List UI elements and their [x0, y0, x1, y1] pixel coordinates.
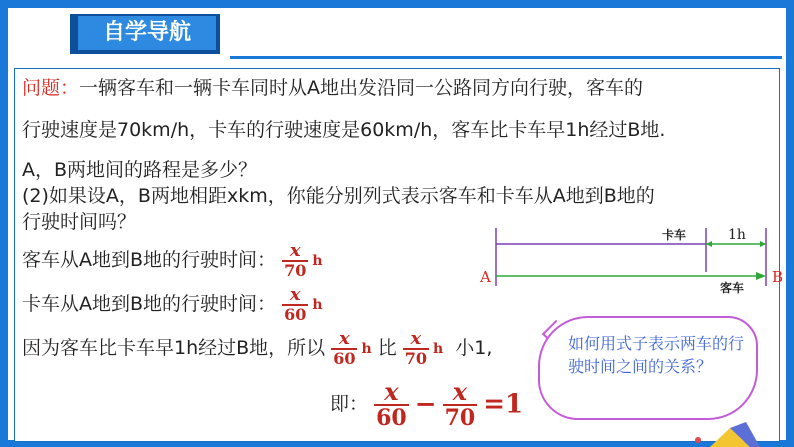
bus-label: 客车: [720, 281, 745, 295]
distance-diagram: [474, 220, 784, 300]
gap-arrow-left: [706, 241, 712, 247]
fraction-denominator: 70: [444, 405, 476, 431]
gap-arrow-right: [760, 241, 766, 247]
fraction-denominator: 60: [376, 405, 407, 431]
bus-time-fraction: [403, 330, 429, 367]
minus-sign: −: [414, 389, 437, 420]
less-than-one: 小1,: [455, 337, 493, 359]
bus-time-fraction: [282, 242, 308, 279]
bubble-text: 如何用式子表示两车的行驶时间之间的关系？: [568, 334, 745, 376]
equation-fraction-bus: [443, 377, 478, 431]
truck-time-row: [22, 282, 323, 327]
unit-h: h: [361, 340, 372, 357]
page-title: 自学导航: [78, 16, 216, 50]
equation-result: 1: [505, 389, 524, 420]
problem-line-4: (2)如果设A，B两地相距xkm，你能分别列式表示客车和卡车从A地到B地的: [22, 185, 655, 207]
gap-label: 1h: [728, 227, 746, 243]
equation-row: [330, 374, 523, 435]
unit-h: h: [312, 296, 323, 313]
fraction-denominator: 60: [333, 349, 356, 368]
point-b: B: [772, 268, 784, 286]
unit-h: h: [312, 252, 323, 269]
corner-pencil-decoration: [690, 420, 780, 447]
problem-label: 问题：: [22, 77, 80, 99]
equation-label: 即：: [330, 393, 369, 415]
dot-decoration: [695, 437, 701, 443]
fraction-numerator: x: [410, 328, 422, 349]
bus-time-row: [22, 238, 323, 283]
fraction-denominator: 70: [284, 261, 307, 280]
problem-line-1: [22, 76, 643, 100]
problem-line-2: 行驶速度是70km/h，卡车的行驶速度是60km/h，客车比卡车早1h经过B地.: [22, 119, 666, 141]
point-a: A: [480, 268, 491, 286]
truck-time-label: 卡车从A地到B地的行驶时间：: [22, 293, 277, 315]
fraction-denominator: 70: [404, 349, 428, 368]
truck-time-fraction: [282, 286, 308, 323]
problem-line-3: A，B两地间的路程是多少？: [22, 159, 258, 181]
unit-h: h: [433, 340, 444, 357]
title-rule: [230, 56, 782, 59]
equation-fraction-truck: [374, 377, 409, 431]
fraction-numerator: x: [452, 377, 468, 406]
because-row: [22, 326, 492, 371]
bus-time-label: 客车从A地到B地的行驶时间：: [22, 249, 277, 271]
problem-line-5: 行驶时间吗？: [22, 211, 137, 233]
bus-arrow: [756, 272, 766, 280]
fraction-numerator: x: [338, 328, 350, 349]
fraction-numerator: x: [289, 240, 301, 261]
thought-bubble: [538, 316, 758, 420]
truck-label: 卡车: [662, 228, 687, 242]
compare-word: 比: [377, 337, 397, 359]
fraction-numerator: x: [289, 284, 301, 305]
equals-sign: =: [483, 389, 506, 420]
fraction-denominator: 60: [284, 305, 307, 324]
truck-time-fraction: [331, 330, 357, 367]
problem-text-1: 一辆客车和一辆卡车同时从A地出发沿同一公路同方向行驶，客车的: [79, 77, 644, 99]
fraction-numerator: x: [384, 377, 399, 406]
because-text: 因为客车比卡车早1h经过B地，所以: [22, 337, 326, 359]
